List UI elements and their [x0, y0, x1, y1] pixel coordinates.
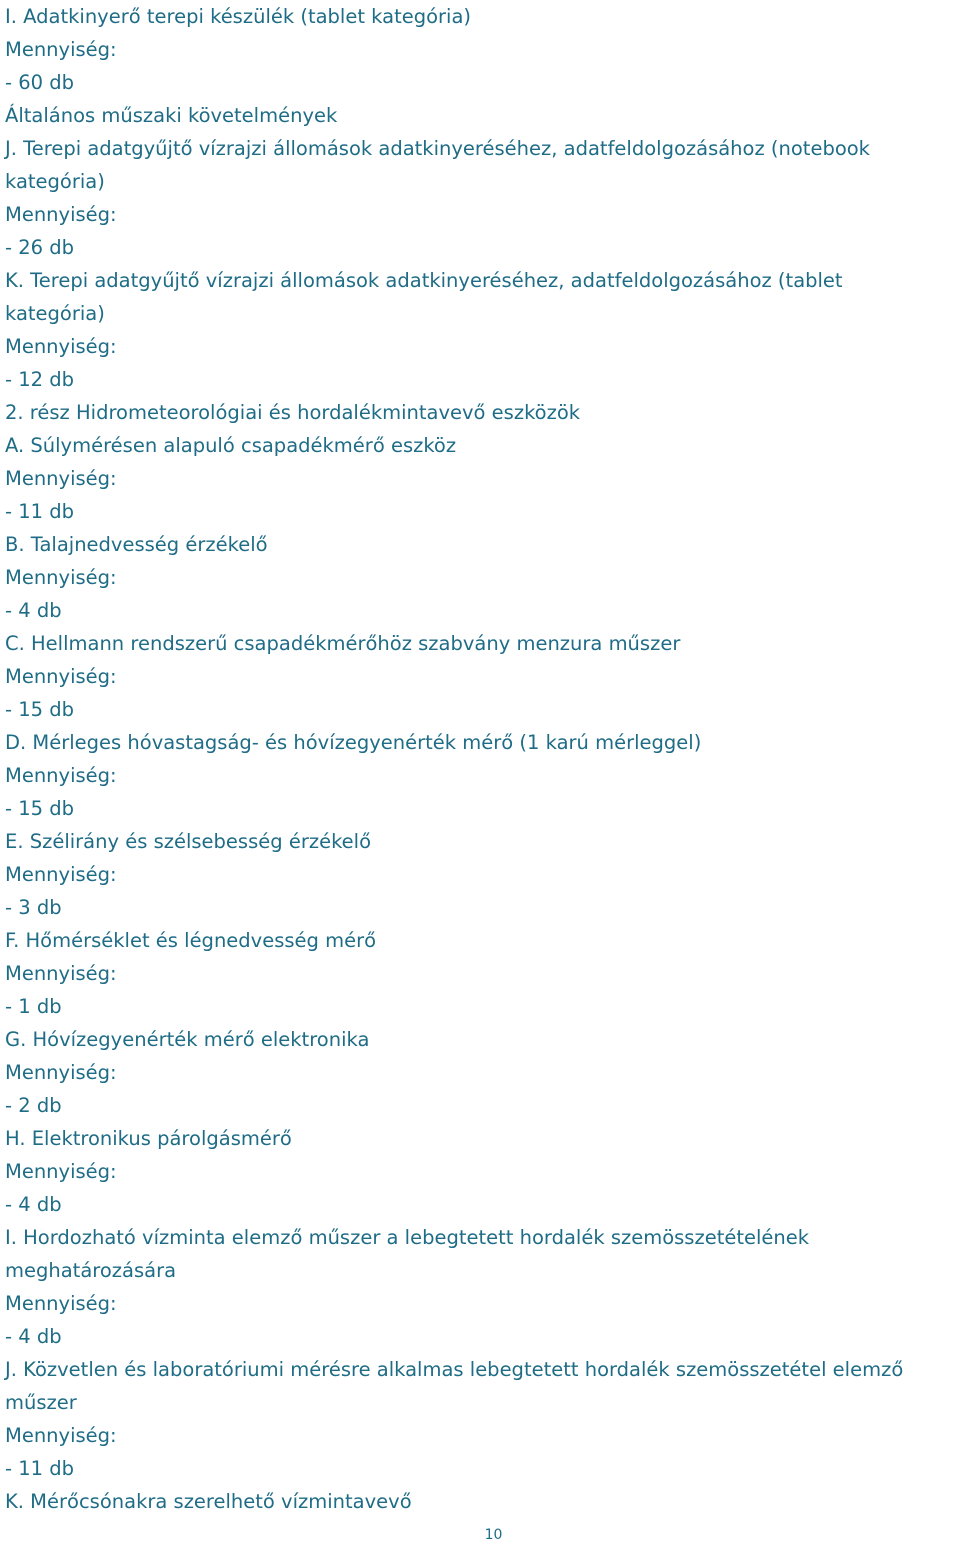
heading-item-k-sampler: K. Mérőcsónakra szerelhető vízmintavevő — [5, 1490, 412, 1513]
quantity-value: - 15 db — [5, 797, 75, 820]
heading-item-h-evaporation: H. Elektronikus párolgásmérő — [5, 1127, 292, 1150]
quantity-value: - 11 db — [5, 1457, 75, 1480]
heading-item-f-temperature: F. Hőmérséklet és légnedvesség mérő — [5, 929, 377, 952]
heading-item-i-tablet: I. Adatkinyerő terepi készülék (tablet kategória) — [5, 5, 472, 28]
quantity-label: Mennyiség: — [5, 962, 117, 985]
quantity-label: Mennyiség: — [5, 467, 117, 490]
heading-item-i-water-sample-cont: meghatározására — [5, 1259, 177, 1282]
document-body — [5, 0, 955, 1518]
heading-item-a-precipitation: A. Súlymérésen alapuló csapadékmérő eszköz — [5, 434, 457, 457]
heading-item-j-notebook-cont: kategória) — [5, 170, 105, 193]
quantity-value: - 1 db — [5, 995, 62, 1018]
quantity-label: Mennyiség: — [5, 38, 117, 61]
heading-item-j-sediment: J. Közvetlen és laboratóriumi mérésre alkalmas lebegtetett hordalék szemösszetétel elemző — [5, 1358, 904, 1381]
quantity-value: - 4 db — [5, 599, 62, 622]
heading-item-b-soil-moisture: B. Talajnedvesség érzékelő — [5, 533, 268, 556]
quantity-label: Mennyiség: — [5, 1160, 117, 1183]
section-part-2-title: 2. rész Hidrometeorológiai és hordalékmintavevő eszközök — [5, 401, 581, 424]
heading-item-j-notebook: J. Terepi adatgyűjtő vízrajzi állomások adatkinyeréséhez, adatfeldolgozásához (notebook — [5, 137, 870, 160]
heading-item-k-tablet: K. Terepi adatgyűjtő vízrajzi állomások adatkinyeréséhez, adatfeldolgozásához (tablet — [5, 269, 843, 292]
quantity-value: - 4 db — [5, 1193, 62, 1216]
quantity-value: - 11 db — [5, 500, 75, 523]
quantity-label: Mennyiség: — [5, 863, 117, 886]
quantity-label: Mennyiség: — [5, 1292, 117, 1315]
quantity-value: - 15 db — [5, 698, 75, 721]
heading-item-i-water-sample: I. Hordozható vízminta elemző műszer a lebegtetett hordalék szemösszetételének — [5, 1226, 810, 1249]
heading-item-g-snow-electronics: G. Hóvízegyenérték mérő elektronika — [5, 1028, 370, 1051]
quantity-label: Mennyiség: — [5, 335, 117, 358]
page-number: 10 — [484, 1527, 503, 1543]
quantity-label: Mennyiség: — [5, 665, 117, 688]
quantity-value: - 3 db — [5, 896, 62, 919]
quantity-value: - 26 db — [5, 236, 75, 259]
heading-item-d-snow: D. Mérleges hóvastagság- és hóvízegyenérték mérő (1 karú mérleggel) — [5, 731, 702, 754]
heading-item-k-tablet-cont: kategória) — [5, 302, 105, 325]
quantity-label: Mennyiség: — [5, 764, 117, 787]
quantity-label: Mennyiség: — [5, 203, 117, 226]
heading-item-c-hellmann: C. Hellmann rendszerű csapadékmérőhöz szabvány menzura műszer — [5, 632, 681, 655]
quantity-value: - 12 db — [5, 368, 75, 391]
heading-item-e-wind: E. Szélirány és szélsebesség érzékelő — [5, 830, 372, 853]
quantity-value: - 4 db — [5, 1325, 62, 1348]
quantity-value: - 60 db — [5, 71, 75, 94]
quantity-value: - 2 db — [5, 1094, 62, 1117]
quantity-label: Mennyiség: — [5, 1061, 117, 1084]
quantity-label: Mennyiség: — [5, 1424, 117, 1447]
heading-item-j-sediment-cont: műszer — [5, 1391, 77, 1414]
quantity-label: Mennyiség: — [5, 566, 117, 589]
section-general-requirements: Általános műszaki követelmények — [5, 104, 338, 127]
